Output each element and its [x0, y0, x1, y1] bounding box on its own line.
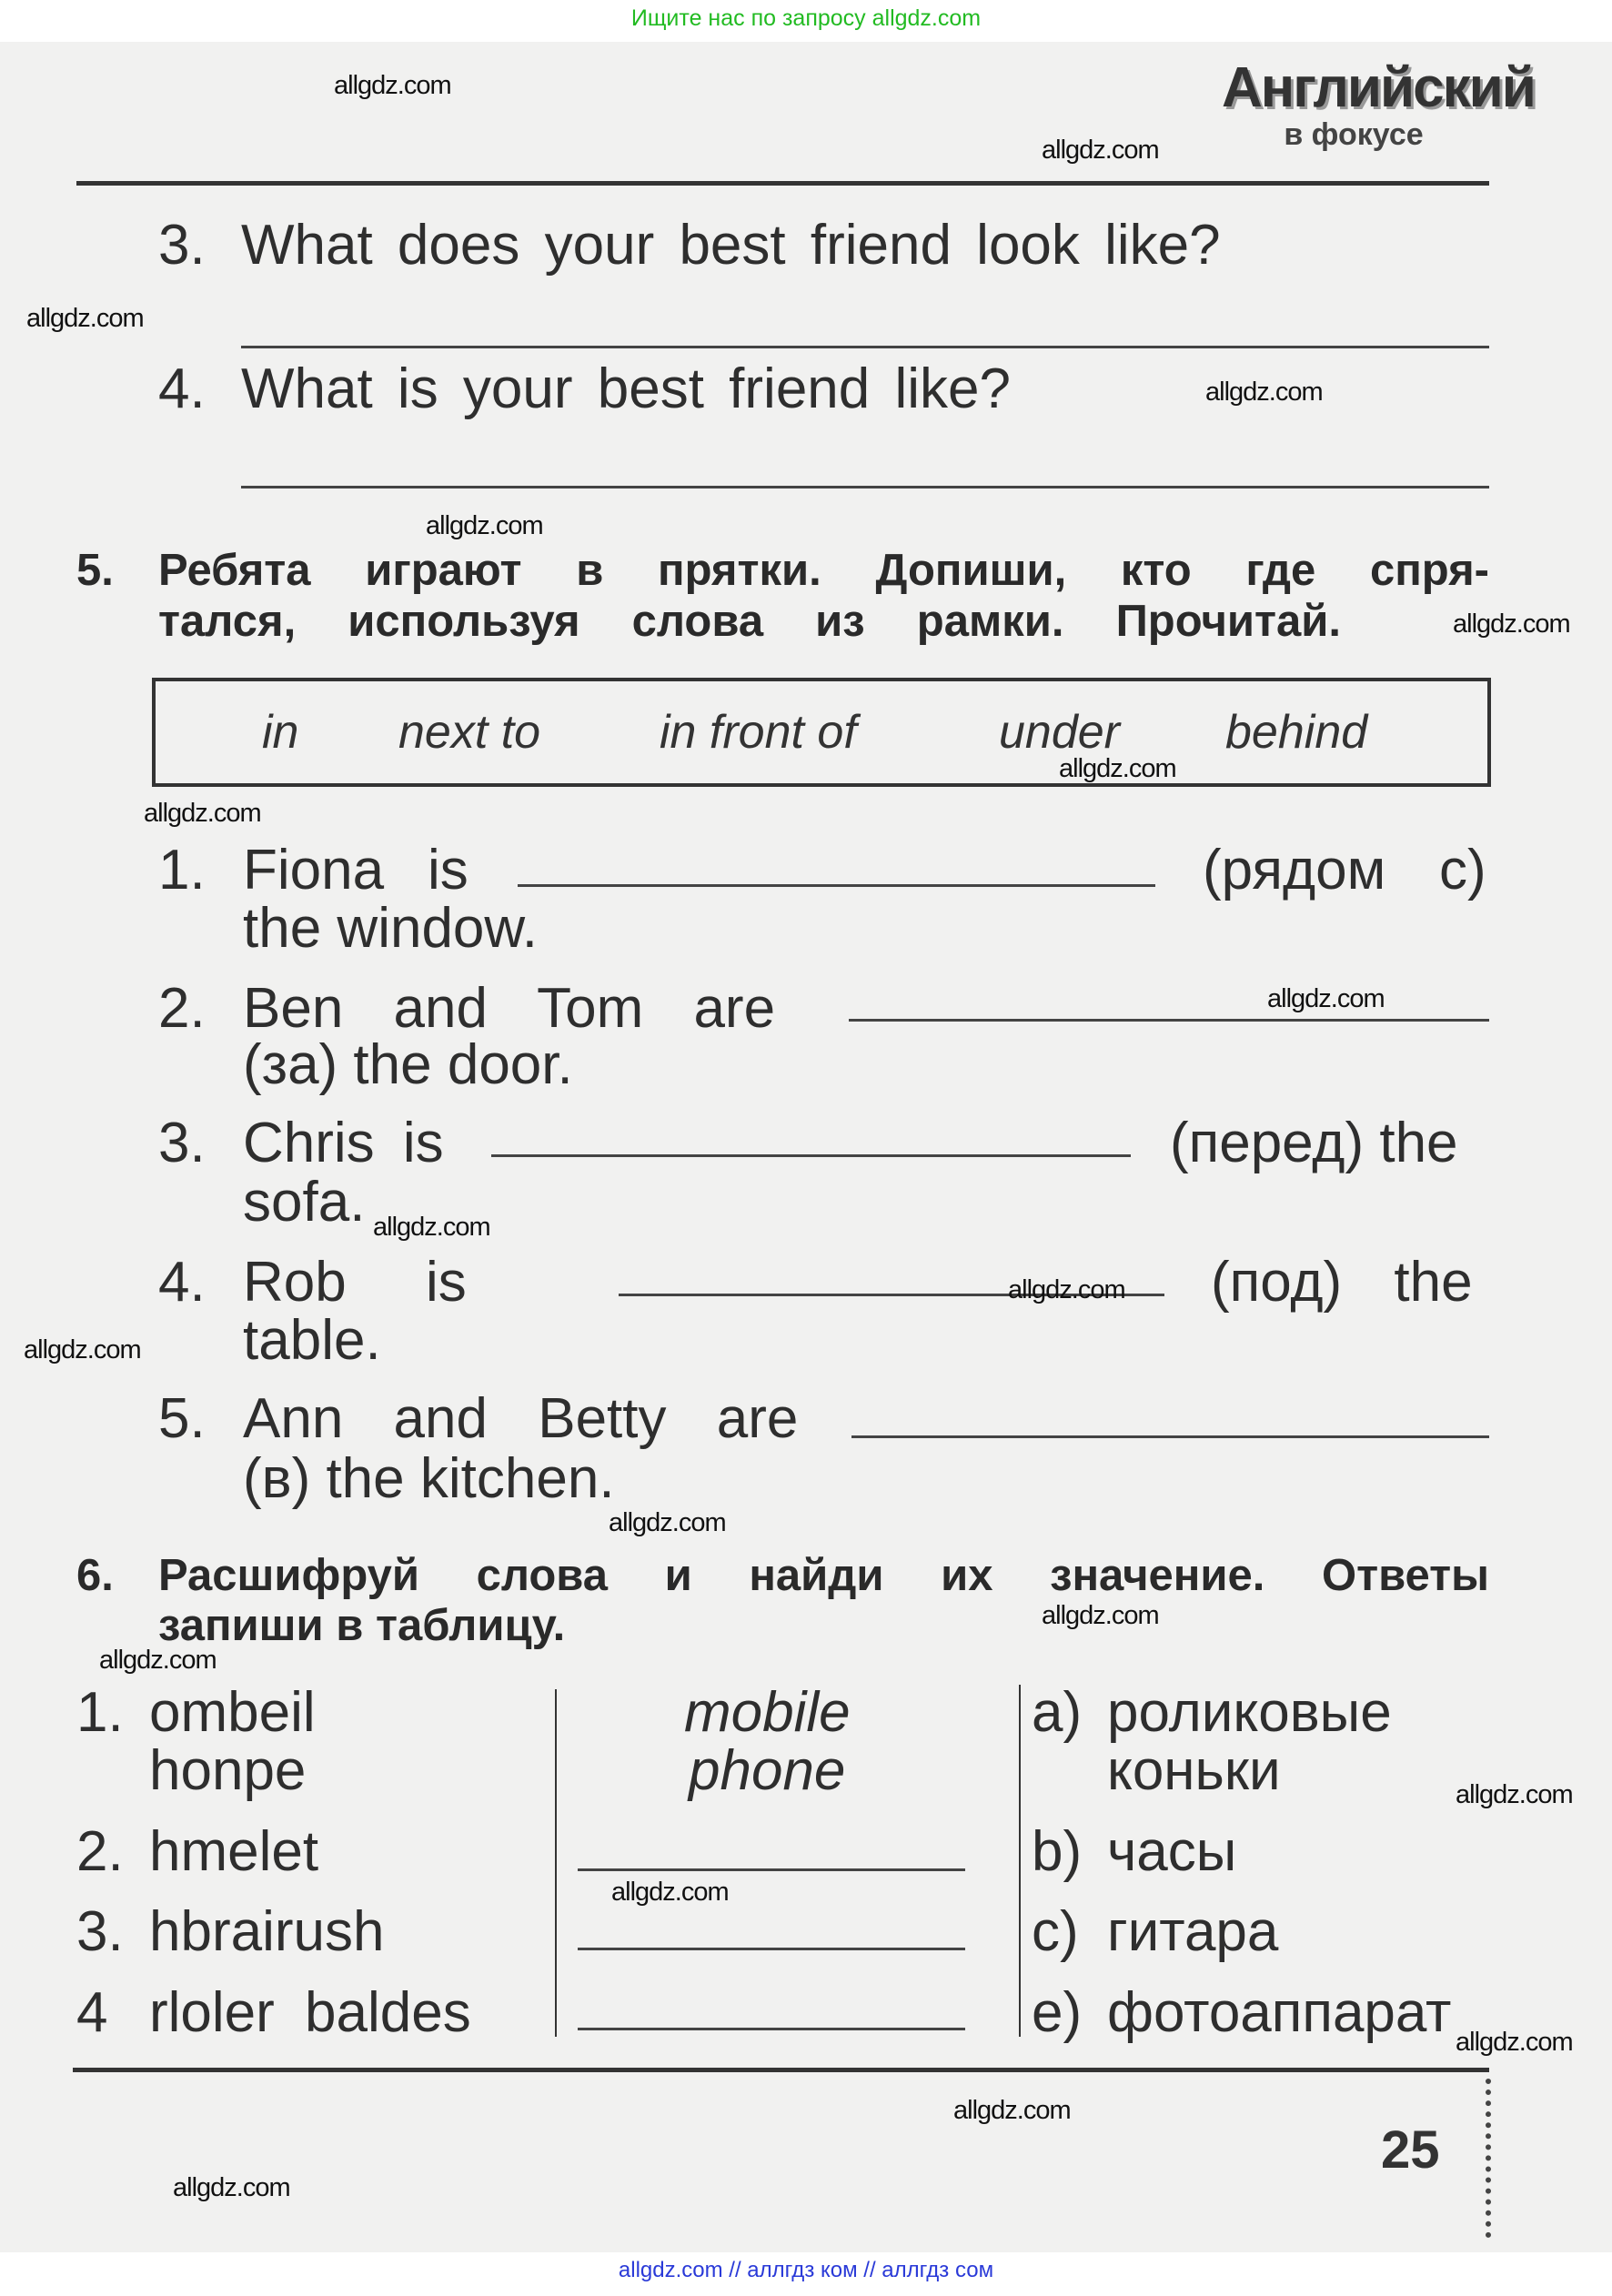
- book-logo: [1222, 56, 1535, 152]
- item-hint: (под) the: [1211, 1251, 1473, 1314]
- word-next-to: next to: [398, 706, 541, 759]
- answer-word: mobile: [684, 1681, 851, 1744]
- item-number: 5.: [158, 1387, 206, 1450]
- watermark: allgdz.com: [144, 799, 261, 828]
- answer-line[interactable]: [578, 2028, 965, 2030]
- watermark: allgdz.com: [373, 1213, 490, 1242]
- scrambled-word: hbrairush: [149, 1900, 385, 1963]
- item-hint-end: с): [1439, 839, 1486, 901]
- answer-line[interactable]: [241, 486, 1489, 488]
- answer-line[interactable]: [578, 1868, 965, 1871]
- row-number: 3.: [76, 1900, 124, 1963]
- answer-line[interactable]: [578, 1948, 965, 1950]
- exercise-5-instruction-2: тался, используя слова из рамки. Прочитай.: [158, 597, 1341, 646]
- row-number: 2.: [76, 1820, 124, 1883]
- item-verb: is: [428, 839, 468, 901]
- answer-line[interactable]: [491, 1154, 1131, 1157]
- scrambled-word: rloler baldes: [149, 1981, 471, 2044]
- question-4-number: 4.: [158, 357, 206, 420]
- watermark: allgdz.com: [611, 1878, 729, 1907]
- table-divider: [555, 1689, 557, 2037]
- watermark: allgdz.com: [1205, 378, 1323, 407]
- item-ending: the window.: [243, 897, 538, 960]
- meaning-letter: b): [1032, 1820, 1083, 1883]
- watermark: allgdz.com: [1008, 1275, 1125, 1304]
- watermark: allgdz.com: [24, 1335, 141, 1365]
- answer-word: phone: [689, 1739, 846, 1802]
- watermark: allgdz.com: [1059, 754, 1176, 783]
- question-3-number: 3.: [158, 214, 206, 277]
- exercise-6-number: 6.: [76, 1551, 114, 1600]
- item-subject: Fiona: [243, 839, 385, 901]
- word-in-front-of: in front of: [660, 706, 857, 759]
- bottom-rule: [73, 2068, 1489, 2072]
- meaning-text: гитара: [1107, 1900, 1279, 1963]
- watermark: allgdz.com: [334, 71, 451, 100]
- watermark: allgdz.com: [1456, 1780, 1573, 1809]
- question-4-text: What is your best friend like?: [241, 357, 1012, 420]
- meaning-text: роликовые: [1107, 1681, 1392, 1744]
- exercise-6-instruction-2: запиши в таблицу.: [158, 1601, 566, 1650]
- page-number: 25: [1381, 2120, 1440, 2180]
- row-number: 4: [76, 1981, 108, 2044]
- meaning-letter: a): [1032, 1681, 1083, 1744]
- watermark: allgdz.com: [1042, 1601, 1159, 1630]
- meaning-text: часы: [1107, 1820, 1237, 1883]
- item-number: 1.: [158, 839, 206, 901]
- meaning-text: коньки: [1107, 1739, 1281, 1802]
- exercise-5-instruction-1: Ребята играют в прятки. Допиши, кто где спря-: [158, 546, 1489, 595]
- watermark: allgdz.com: [609, 1508, 726, 1537]
- answer-line[interactable]: [518, 884, 1155, 887]
- item-subject: Ben and Tom are: [243, 977, 776, 1040]
- watermark: allgdz.com: [426, 511, 543, 540]
- scrambled-word: ombeil: [149, 1681, 316, 1744]
- footer-links[interactable]: allgdz.com // аллгдз ком // аллгдз сом: [618, 2258, 994, 2282]
- item-ending: table.: [243, 1309, 381, 1372]
- top-rule: [76, 181, 1489, 186]
- watermark: allgdz.com: [1453, 609, 1570, 639]
- watermark: allgdz.com: [1267, 984, 1385, 1013]
- watermark: allgdz.com: [173, 2173, 290, 2202]
- watermark: allgdz.com: [1456, 2028, 1573, 2057]
- item-number: 3.: [158, 1112, 206, 1174]
- meaning-letter: c): [1032, 1900, 1079, 1963]
- item-ending: sofa.: [243, 1171, 366, 1234]
- scrambled-word: honpe: [149, 1739, 307, 1802]
- row-number: 1.: [76, 1681, 124, 1744]
- word-in: in: [262, 706, 299, 759]
- item-subject: Ann and Betty are: [243, 1387, 799, 1450]
- top-banner[interactable]: Ищите нас по запросу allgdz.com: [630, 5, 982, 31]
- exercise-5-number: 5.: [76, 546, 114, 595]
- question-3-text: What does your best friend look like?: [241, 214, 1221, 277]
- answer-line[interactable]: [849, 1019, 1489, 1022]
- table-divider: [1019, 1685, 1021, 2037]
- watermark: allgdz.com: [1042, 136, 1159, 165]
- logo-title: Английский: [1222, 56, 1535, 119]
- watermark: allgdz.com: [953, 2096, 1071, 2125]
- word-under: under: [999, 706, 1120, 759]
- item-ending: (в) the kitchen.: [243, 1447, 615, 1510]
- answer-line[interactable]: [241, 346, 1489, 348]
- item-subject: Chris is: [243, 1112, 444, 1174]
- meaning-letter: e): [1032, 1981, 1083, 2044]
- watermark: allgdz.com: [99, 1646, 217, 1675]
- item-hint: (рядом: [1203, 839, 1386, 901]
- item-number: 4.: [158, 1251, 206, 1314]
- logo-subtitle: в фокусе: [1284, 117, 1424, 152]
- scrambled-word: hmelet: [149, 1820, 319, 1883]
- answer-line[interactable]: [851, 1435, 1489, 1438]
- exercise-6-instruction-1: Расшифруй слова и найди их значение. Ответы: [158, 1551, 1489, 1600]
- word-behind: behind: [1225, 706, 1368, 759]
- item-subject: Rob is: [243, 1251, 467, 1314]
- item-number: 2.: [158, 977, 206, 1040]
- item-hint: (перед) the: [1170, 1112, 1458, 1174]
- meaning-text: фотоаппарат: [1107, 1981, 1452, 2044]
- dotted-margin-line: [1486, 2079, 1491, 2238]
- watermark: allgdz.com: [26, 304, 144, 333]
- item-ending: (за) the door.: [243, 1033, 573, 1096]
